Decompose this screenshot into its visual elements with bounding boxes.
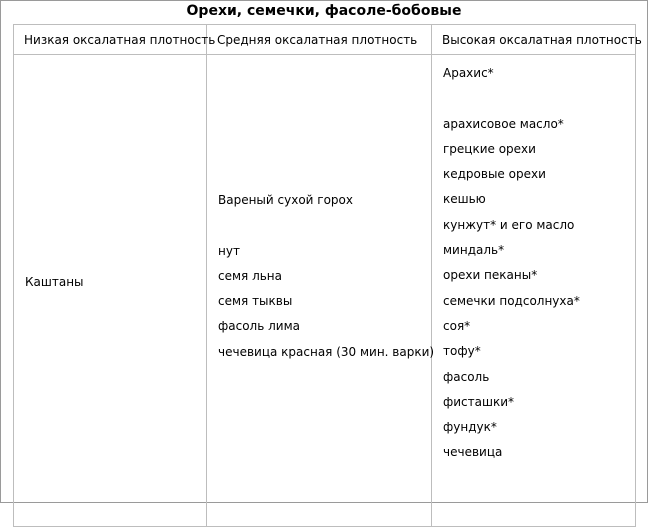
spacer	[443, 86, 580, 111]
header-row	[14, 25, 636, 55]
list-item: грецкие орехи	[443, 141, 536, 156]
list-item: соя*	[443, 318, 471, 333]
spacer	[218, 213, 434, 238]
list-item: чечевица	[443, 445, 503, 460]
oxalate-table	[13, 24, 642, 527]
medium-list	[218, 188, 434, 365]
list-item: семечки подсолнуха*	[443, 293, 580, 308]
list-item: нут	[218, 243, 240, 258]
list-item: Вареный сухой горох	[218, 193, 353, 207]
list-item: фисташки*	[443, 394, 515, 409]
list-item: фасоль	[443, 369, 490, 384]
list-item: Арахис*	[443, 66, 494, 80]
page-title: Орехи, семечки, фасоле-бобовые	[186, 3, 462, 19]
list-item: кунжут* и его масло	[443, 217, 575, 232]
list-item: фасоль лима	[218, 319, 300, 334]
list-item: семя льна	[218, 268, 283, 283]
list-item: орехи пеканы*	[443, 268, 538, 283]
low-cell	[14, 55, 207, 527]
header-high: Высокая оксалатная плотность	[432, 25, 636, 55]
list-item: семя тыквы	[218, 294, 293, 309]
list-item: кешью	[443, 192, 486, 207]
list-item: Каштаны	[25, 275, 84, 289]
list-item: кедровые орехи	[443, 167, 546, 182]
high-cell	[432, 55, 636, 527]
list-item: фундук*	[443, 420, 497, 435]
header-medium: Средняя оксалатная плотность	[207, 25, 432, 55]
medium-cell	[207, 55, 435, 527]
list-item: тофу*	[443, 344, 481, 359]
list-item: арахисовое масло*	[443, 116, 564, 131]
high-list	[443, 61, 580, 466]
table-row	[14, 55, 636, 527]
list-item: миндаль*	[443, 243, 505, 258]
list-item: чечевица красная (30 мин. варки)	[218, 344, 435, 359]
low-list	[25, 270, 84, 295]
header-low: Низкая оксалатная плотность	[14, 25, 207, 55]
